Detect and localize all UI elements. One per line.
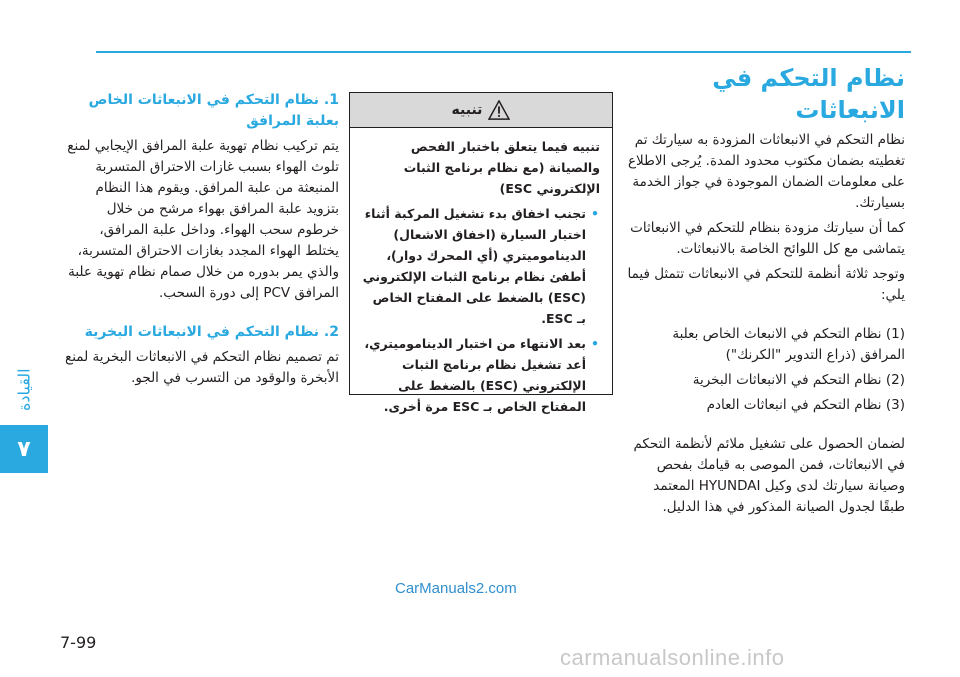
- watermark-link[interactable]: CarManuals2.com: [395, 580, 517, 597]
- paragraph: نظام التحكم في الانبعاثات المزودة به سيارتك تم تغطيته بضمان مكتوب محدود المدة. يُرجى الاطلاع على معلومات الضمان الموجودة في جواز الخدمة بسيارتك.: [627, 132, 905, 211]
- right-column: [627, 62, 905, 522]
- warning-title: تنبيه: [451, 102, 483, 118]
- warning-header: [350, 93, 612, 128]
- chapter-tab: ٧: [0, 425, 48, 473]
- warning-triangle-icon: [488, 100, 510, 120]
- list-item: (1) نظام التحكم في الانبعاث الخاص بعلبة المرافق (ذراع التدوير "الكرنك"): [672, 326, 905, 363]
- subsection-heading: 1. نظام التحكم في الانبعاثات الخاص بعلبة المرافق: [88, 92, 339, 129]
- warning-intro: تنبيه فيما يتعلق باختبار الفحص والصيانة (مع نظام برنامج الثبات الإلكتروني ESC): [403, 139, 600, 196]
- list-item: (3) نظام التحكم في انبعاثات العادم: [706, 397, 905, 413]
- top-rule: [96, 51, 911, 53]
- list-item: • بعد الانتهاء من اختبار الديناموميتري، أعد تشغيل نظام برنامج الثبات الإلكتروني (ESC) بالضغط على المفتاح الخاص بـ ESC مرة أخرى.: [362, 333, 586, 417]
- page-number: 7-99: [60, 633, 97, 652]
- paragraph: يتم تركيب نظام تهوية علبة المرافق الإيجابي لمنع تلوث الهواء بسبب غازات الاحتراق المتسربة المنبعثة من علبة المرافق. ويقوم هذا النظام بتزويد علبة المرافق بهواء مرشح من خلال خرطوم سحب الهواء. وداخل علبة المرافق، يختلط الهواء المجدد بغازات الاحتراق المتسربة، والذي يمر بدوره من خلال صمام نظام تهوية علبة المرافق PCV إلى دورة السحب.: [67, 138, 339, 301]
- warning-list: [362, 203, 600, 417]
- paragraph: كما أن سيارتك مزودة بنظام للتحكم في الانبعاثات يتماشى مع كل اللوائح الخاصة بالانبعاثات.: [630, 220, 905, 257]
- chapter-side-label: القيادة: [14, 368, 34, 412]
- paragraph: لضمان الحصول على تشغيل ملائم لأنظمة التحكم في الانبعاثات، فمن الموصى به قيامك بفحص وصيانة سيارتك لدى وكيل HYUNDAI المعتمد طبقًا لجدول الصيانة المذكور في هذا الدليل.: [633, 436, 905, 515]
- paragraph: وتوجد ثلاثة أنظمة للتحكم في الانبعاثات تتمثل فيما يلي:: [627, 266, 905, 303]
- list-item: • تجنب اخفاق بدء تشغيل المركبة أثناء اختبار السيارة (اخفاق الاشعال) الديناموميتري (أي المحرك دوار)، أطفئ نظام برنامج الثبات الإلكتروني (ESC) بالضغط على المفتاح الخاص بـ ESC.: [362, 203, 586, 329]
- warning-box: [349, 92, 613, 414]
- left-column: [63, 90, 339, 393]
- warning-body: [350, 128, 612, 417]
- subsection-heading: 2. نظام التحكم في الانبعاثات البخرية: [84, 324, 339, 340]
- list-item: (2) نظام التحكم في الانبعاثات البخرية: [692, 372, 905, 388]
- paragraph: تم تصميم نظام التحكم في الانبعاثات البخرية لمنع الأبخرة والوقود من التسرب في الجو.: [65, 349, 339, 386]
- footer-site-watermark: carmanualsonline.info: [560, 645, 785, 670]
- section-title: نظام التحكم في الانبعاثات: [712, 64, 905, 124]
